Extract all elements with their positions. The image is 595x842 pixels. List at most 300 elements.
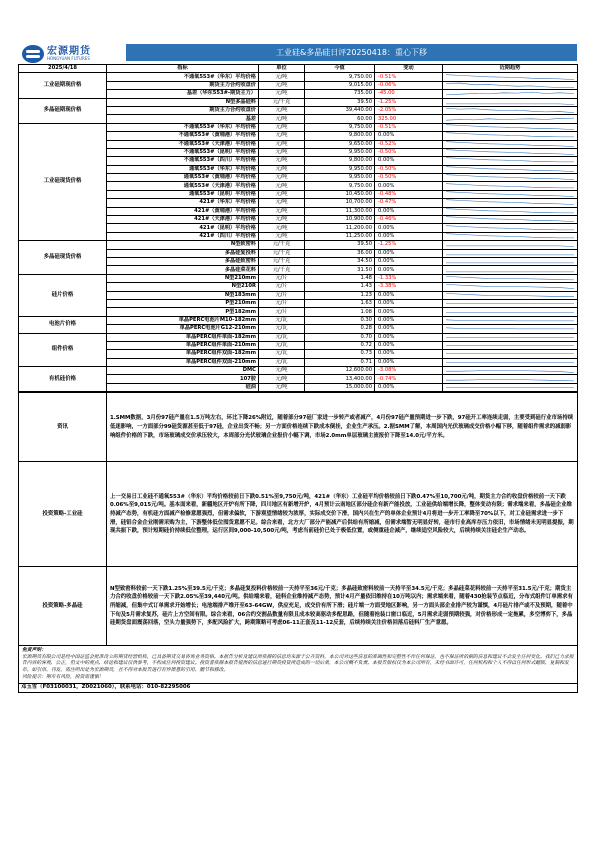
indicator-name: 单晶PERC组件双面-210mm <box>107 358 259 366</box>
indicator-name: 421#（天津港）平均价格 <box>107 216 259 224</box>
sparkline-chart <box>446 267 574 274</box>
sparkline-series <box>446 285 574 289</box>
unit-cell: 元/吨 <box>259 140 305 148</box>
news-label: 资讯 <box>19 393 107 462</box>
sparkline-series <box>446 83 574 88</box>
sparkline-series <box>446 183 574 187</box>
table-row <box>19 241 578 249</box>
unit-cell: 元/吨 <box>259 73 305 81</box>
sparkline <box>443 81 578 89</box>
category-label: 组件价格 <box>19 333 107 367</box>
sparkline <box>443 266 578 274</box>
sparkline <box>443 350 578 358</box>
change-cell: -0.51% <box>375 73 443 81</box>
unit-cell: 元/千克 <box>259 249 305 257</box>
header-change: 变动 <box>375 65 443 73</box>
unit-cell: 元/千克 <box>259 266 305 274</box>
disclaimer-title: 免责声明： <box>22 648 46 654</box>
value-cell: 9,800.00 <box>305 157 375 165</box>
disclaimer-row <box>19 646 578 684</box>
sparkline-series <box>446 276 574 280</box>
change-cell: -0.50% <box>375 174 443 182</box>
sparkline-chart <box>446 350 574 357</box>
header-date: 2025/4/18 <box>19 65 107 73</box>
sparkline <box>443 341 578 349</box>
unit-cell: 元/吨 <box>259 123 305 131</box>
change-cell: 0.00% <box>375 358 443 366</box>
sparkline-chart <box>446 132 574 139</box>
sparkline-chart <box>446 292 574 299</box>
unit-cell: 元/吨 <box>259 90 305 98</box>
unit-cell: 元/吨 <box>259 157 305 165</box>
sparkline-chart <box>446 74 574 81</box>
value-cell: 10,700.00 <box>305 199 375 207</box>
sparkline <box>443 207 578 215</box>
indicator-name: 基差（华东553#-期货主力） <box>107 90 259 98</box>
sparkline-chart <box>446 191 574 198</box>
unit-cell: 元/吨 <box>259 148 305 156</box>
unit-cell: 元/吨 <box>259 190 305 198</box>
risk-warning: 风险提示：期市有风险，投资需谨慎！ <box>22 674 104 680</box>
indicator-name: 不通氧553#（华东）平均价格 <box>107 73 259 81</box>
strategy-si-label: 投资策略-工业硅 <box>19 462 107 567</box>
value-cell: 9,750.00 <box>305 73 375 81</box>
disclaimer-text: 宏源期货有限公司是经中国证监会批准设立的期货经营机构，已具备期货交易咨询业务资格。本报告分析及建议所依据的信息均来源于公开资料，本公司对这些信息的准确性和完整性不作任何保证，也不保证所依据的信息和建议不会发生任何变化。我们已力求报告内容的客观、公正，但文中的观点、结论和建议仅供参考，不构成任何投资建议。投资者依据本报告提供的信息进行期货投资所造成的一切后果，本公司概不负责。本报告版权仅为本公司所有，未经书面许可，任何机构和个人不得以任何形式翻版、复制和发布。如引用、刊发，需注明出处为宏源期货，且不得对本报告进行有悖原意的引用、删节和修改。 <box>22 654 574 674</box>
sparkline-chart <box>446 258 574 265</box>
indicator-name: 421#（昆明）平均价格 <box>107 224 259 232</box>
sparkline <box>443 157 578 165</box>
sparkline-series <box>446 328 574 329</box>
sparkline-chart <box>446 149 574 156</box>
value-cell: 1.08 <box>305 308 375 316</box>
strategy-ps-label: 投资策略-多晶硅 <box>19 567 107 646</box>
sparkline-chart <box>446 183 574 190</box>
change-cell: 0.00% <box>375 316 443 324</box>
change-cell: 0.00% <box>375 182 443 190</box>
sparkline-chart <box>446 250 574 257</box>
sparkline-chart <box>446 141 574 148</box>
value-cell: 10,900.00 <box>305 216 375 224</box>
sparkline-chart <box>446 166 574 173</box>
sparkline-chart <box>446 216 574 223</box>
value-cell: 0.28 <box>305 325 375 333</box>
indicator-name: 421#（黄埔港）平均价格 <box>107 207 259 215</box>
indicator-name: P型210mm <box>107 299 259 307</box>
value-cell: 11,200.00 <box>305 224 375 232</box>
indicator-name: 硅油 <box>107 383 259 391</box>
sparkline <box>443 224 578 232</box>
sparkline-series <box>446 379 574 380</box>
change-cell: -1.25% <box>375 241 443 249</box>
sparkline <box>443 325 578 333</box>
sparkline <box>443 358 578 366</box>
table-row <box>19 274 578 282</box>
value-cell: 11,250.00 <box>305 232 375 240</box>
indicator-name: 单晶PERC电池片M10-182mm <box>107 316 259 324</box>
table-body <box>19 73 578 392</box>
value-cell: 9,015.00 <box>305 81 375 89</box>
news-text: 1.SMM数据，3月份97硅产量在1.5万吨左右，环比下降26%附近，随着部分97硅厂家进一步转产或者减产，4月份97硅产量预期进一步下跌，97硅开工率连续走弱，主要受到硅行业市场持续低迷影响，一方面部分99硅货源甚至低于97硅，企业出货不畅；另一方面价格连续下跌成本倒挂，企业生产承压。2.据SMM了解，本周国内光伏玻璃成交价格小幅下移，随着组件需求的减弱影响组件价格的下跌，市场玻璃成交价承压较大，本周部分光伏玻璃企业报价小幅下调，市场2.0mm单层玻璃主流报价下降至14.0元/平方米。 <box>107 393 578 462</box>
change-cell: 0.00% <box>375 266 443 274</box>
sparkline <box>443 199 578 207</box>
value-cell: 0.73 <box>305 350 375 358</box>
value-cell: 9,950.00 <box>305 148 375 156</box>
sparkline-series <box>446 200 574 205</box>
indicator-name: 单晶PERC组件双面-182mm <box>107 350 259 358</box>
unit-cell: 元/吨 <box>259 216 305 224</box>
sparkline-chart <box>446 309 574 316</box>
change-cell: 0.00% <box>375 157 443 165</box>
sparkline-chart <box>446 359 574 366</box>
sparkline <box>443 73 578 81</box>
sparkline-chart <box>446 157 574 164</box>
category-label: 多晶硅期现价格 <box>19 98 107 123</box>
sparkline-series <box>446 225 574 229</box>
change-cell: 0.00% <box>375 132 443 140</box>
strategy-si-text: 上一交易日工业硅不通氧553#（华东）平均价格较前日下跌0.51%至9,750元/吨，421#（华东）工业硅平均价格较前日下跌0.47%至10,700元/吨，期货主力合约收盘价格较前一天下跌0.06%至9,015元/吨。基本面来看，新疆地区开炉有所下降，四川地区有新增开炉，4月预计云南地区部分硅企有新产能投放，工业硅供给端增长降，整体变动有限；需求端来看，多晶硅企业维持减产态势，有机硅方面减产检修意愿强烈，但需求偏软，下游观望情绪较为浓厚，实际成交价下滑，国内兴在生产的单体企业预计4月将进一步开工率降至70%以下，对工业硅需求进一步下滑，硅铝合金企业刚需采购为主，下游整体低位囤货意愿不足。综合来看，北方大厂部分产能减产后供给有所缩减，但需求端暂无明显好转，硅市行业高库存压力依旧，市场情绪未见明显提振，期现共振下跌，预计短期硅价持续低位整理，运行区间9,000-10,500元/吨，考虑当前硅价已处于极低位置，或侧重硅企减产，继续追空风险较大，后续持续关注硅企生产动态。 <box>107 462 578 567</box>
sparkline-chart <box>446 82 574 89</box>
sparkline-series <box>446 141 574 146</box>
indicator-name: N型多晶硅料 <box>107 98 259 106</box>
value-cell: 1.48 <box>305 274 375 282</box>
sparkline-series <box>446 209 574 213</box>
value-cell: 0.30 <box>305 316 375 324</box>
unit-cell: 元/吨 <box>259 132 305 140</box>
header-unit: 单位 <box>259 65 305 73</box>
change-cell: 0.00% <box>375 224 443 232</box>
sparkline-chart <box>446 208 574 215</box>
change-cell: 0.00% <box>375 249 443 257</box>
sparkline <box>443 241 578 249</box>
value-cell: 31.50 <box>305 266 375 274</box>
indicator-name: 不通氧553#（昆明）平均价格 <box>107 148 259 156</box>
sparkline-chart <box>446 124 574 131</box>
unit-cell: 元/吨 <box>259 81 305 89</box>
indicator-name: 通氧553#（华东）平均价格 <box>107 165 259 173</box>
company-logo <box>22 44 112 64</box>
unit-cell: 元/吨 <box>259 174 305 182</box>
change-cell: -1.25% <box>375 98 443 106</box>
value-cell: 60.00 <box>305 115 375 123</box>
indicator-name: 多晶硅菜花料 <box>107 266 259 274</box>
change-cell: 0.00% <box>375 257 443 265</box>
indicator-name: 通氧553#（昆明）平均价格 <box>107 190 259 198</box>
unit-cell: 元/吨 <box>259 383 305 391</box>
value-cell: 15,000.00 <box>305 383 375 391</box>
indicator-name: 107胶 <box>107 375 259 383</box>
report-body <box>18 64 577 693</box>
logo-icon <box>22 45 44 63</box>
sparkline-series <box>446 92 574 95</box>
value-cell: 9,750.00 <box>305 182 375 190</box>
sparkline <box>443 274 578 282</box>
sparkline <box>443 106 578 114</box>
strategy-ps-row <box>19 567 578 646</box>
table-header-row <box>19 65 578 73</box>
indicator-name: 单晶PERC电池片G12-210mm <box>107 325 259 333</box>
change-cell: 0.00% <box>375 325 443 333</box>
indicator-name: N型210mm <box>107 274 259 282</box>
indicator-name: 不通氧553#（天津港）平均价格 <box>107 140 259 148</box>
table-row <box>19 123 578 131</box>
logo-en: HONGYUAN FUTURES <box>47 56 90 61</box>
sparkline <box>443 291 578 299</box>
unit-cell: 元/瓦 <box>259 333 305 341</box>
indicator-name: 基差 <box>107 115 259 123</box>
sparkline <box>443 90 578 98</box>
table-row <box>19 73 578 81</box>
sparkline-chart <box>446 334 574 341</box>
disclaimer <box>19 646 578 684</box>
value-cell: 11,300.00 <box>305 207 375 215</box>
sparkline-chart <box>446 283 574 290</box>
indicator-name: 不通氧553#（黄埔港）平均价格 <box>107 132 259 140</box>
sparkline-chart <box>446 367 574 374</box>
news-row <box>19 393 578 462</box>
change-cell: -3.38% <box>375 283 443 291</box>
sparkline-series <box>446 320 574 321</box>
value-cell: 0.71 <box>305 358 375 366</box>
value-cell: 39.50 <box>305 98 375 106</box>
indicator-name: 单晶PERC组件单面-210mm <box>107 341 259 349</box>
value-cell: 12,600.00 <box>305 367 375 375</box>
sparkline-chart <box>446 325 574 332</box>
sparkline <box>443 375 578 383</box>
indicator-name: 不通氧553#（华东）平均价格 <box>107 123 259 131</box>
value-cell: 9,950.00 <box>305 165 375 173</box>
sparkline <box>443 190 578 198</box>
value-cell: 1.23 <box>305 291 375 299</box>
report-title: 工业硅&多晶硅日评20250418：重心下移 <box>126 44 577 61</box>
category-label: 有机硅价格 <box>19 367 107 392</box>
unit-cell: 元/吨 <box>259 165 305 173</box>
price-table <box>18 64 578 392</box>
sparkline <box>443 165 578 173</box>
sparkline-series <box>446 104 574 105</box>
sparkline-chart <box>446 300 574 307</box>
unit-cell: 元/瓦 <box>259 341 305 349</box>
unit-cell: 元/吨 <box>259 232 305 240</box>
sparkline-series <box>446 167 574 172</box>
sparkline-chart <box>446 99 574 106</box>
value-cell: 36.00 <box>305 249 375 257</box>
sparkline-series <box>446 74 574 79</box>
sparkline <box>443 216 578 224</box>
sparkline-chart <box>446 275 574 282</box>
unit-cell: 元/吨 <box>259 182 305 190</box>
change-cell: 0.00% <box>375 291 443 299</box>
value-cell: 34.50 <box>305 257 375 265</box>
sparkline-chart <box>446 116 574 123</box>
sparkline <box>443 232 578 240</box>
change-cell: -0.47% <box>375 199 443 207</box>
change-cell: 0.00% <box>375 232 443 240</box>
sparkline <box>443 308 578 316</box>
sparkline <box>443 283 578 291</box>
sparkline-series <box>446 217 574 222</box>
value-cell: 0.70 <box>305 333 375 341</box>
change-cell: -0.46% <box>375 216 443 224</box>
value-cell: 1.63 <box>305 299 375 307</box>
sparkline-chart <box>446 174 574 181</box>
change-cell: -3.08% <box>375 367 443 375</box>
analyst-info: 邓玉雪（F03100031，Z0021060），联系电话：010-82295006 <box>19 684 578 692</box>
table-row <box>19 316 578 324</box>
change-cell: -0.74% <box>375 375 443 383</box>
commentary-table <box>18 392 578 692</box>
indicator-name: 期货主力合约收盘价 <box>107 81 259 89</box>
change-cell: 325.00 <box>375 115 443 123</box>
category-label: 多晶硅现货价格 <box>19 241 107 275</box>
sparkline <box>443 148 578 156</box>
change-cell: -0.50% <box>375 165 443 173</box>
unit-cell: 元/吨 <box>259 367 305 375</box>
indicator-name: P型182mm <box>107 308 259 316</box>
change-cell: -0.48% <box>375 190 443 198</box>
sparkline-chart <box>446 233 574 240</box>
sparkline-chart <box>446 384 574 391</box>
unit-cell: 元/吨 <box>259 115 305 123</box>
sparkline <box>443 383 578 391</box>
indicator-name: 多晶硅复投料 <box>107 249 259 257</box>
change-cell: -0.52% <box>375 140 443 148</box>
unit-cell: 元/吨 <box>259 199 305 207</box>
change-cell: -0.51% <box>375 123 443 131</box>
sparkline <box>443 174 578 182</box>
sparkline <box>443 132 578 140</box>
logo-cn: 宏源期货 <box>47 46 91 57</box>
sparkline <box>443 333 578 341</box>
indicator-name: 421#（华东）平均价格 <box>107 199 259 207</box>
indicator-name: 通氧553#（天津港）平均价格 <box>107 182 259 190</box>
unit-cell: 元/瓦 <box>259 350 305 358</box>
sparkline-chart <box>446 90 574 97</box>
value-cell: 10,450.00 <box>305 190 375 198</box>
table-row <box>19 98 578 106</box>
sparkline-series <box>446 118 574 120</box>
indicator-name: 421#（四川）平均价格 <box>107 232 259 240</box>
sparkline-series <box>446 150 574 155</box>
change-cell: 0.00% <box>375 383 443 391</box>
sparkline-series <box>446 192 574 197</box>
indicator-name: N型183mm <box>107 291 259 299</box>
unit-cell: 元/千克 <box>259 98 305 106</box>
unit-cell: 元/片 <box>259 291 305 299</box>
category-label: 电池片价格 <box>19 316 107 333</box>
sparkline-chart <box>446 107 574 114</box>
value-cell: 9,750.00 <box>305 123 375 131</box>
unit-cell: 元/千克 <box>259 257 305 265</box>
sparkline-chart <box>446 342 574 349</box>
header-indicator: 指标 <box>107 65 259 73</box>
sparkline <box>443 123 578 131</box>
unit-cell: 元/瓦 <box>259 358 305 366</box>
indicator-name: 期货主力合约收盘价 <box>107 106 259 114</box>
change-cell: 0.00% <box>375 341 443 349</box>
sparkline <box>443 98 578 106</box>
unit-cell: 元/片 <box>259 299 305 307</box>
unit-cell: 元/瓦 <box>259 316 305 324</box>
sparkline-series <box>446 371 574 373</box>
sparkline-chart <box>446 241 574 248</box>
change-cell: -1.33% <box>375 274 443 282</box>
category-label: 硅片价格 <box>19 274 107 316</box>
sparkline <box>443 316 578 324</box>
change-cell: -0.50% <box>375 148 443 156</box>
value-cell: 735.00 <box>305 90 375 98</box>
category-label: 工业硅现货价格 <box>19 123 107 240</box>
change-cell: 0.00% <box>375 333 443 341</box>
change-cell: 0.00% <box>375 350 443 358</box>
sparkline-chart <box>446 199 574 206</box>
footer-row <box>19 684 578 692</box>
sparkline-chart <box>446 317 574 324</box>
unit-cell: 元/片 <box>259 308 305 316</box>
sparkline-chart <box>446 225 574 232</box>
sparkline <box>443 367 578 375</box>
header-value: 今值 <box>305 65 375 73</box>
indicator-name: 通氧553#（黄埔港）平均价格 <box>107 174 259 182</box>
sparkline-series <box>446 246 574 247</box>
value-cell: 39,440.00 <box>305 106 375 114</box>
category-label: 工业硅期现价格 <box>19 73 107 98</box>
indicator-name: 多晶硅致密料 <box>107 257 259 265</box>
unit-cell: 元/吨 <box>259 375 305 383</box>
unit-cell: 元/片 <box>259 274 305 282</box>
unit-cell: 元/吨 <box>259 207 305 215</box>
value-cell: 13,400.00 <box>305 375 375 383</box>
value-cell: 9,650.00 <box>305 140 375 148</box>
sparkline <box>443 115 578 123</box>
indicator-name: DMC <box>107 367 259 375</box>
sparkline <box>443 249 578 257</box>
sparkline-series <box>446 175 574 180</box>
sparkline-series <box>446 293 574 296</box>
value-cell: 0.72 <box>305 341 375 349</box>
unit-cell: 元/瓦 <box>259 325 305 333</box>
unit-cell: 元/吨 <box>259 224 305 232</box>
value-cell: 9,800.00 <box>305 132 375 140</box>
sparkline <box>443 257 578 265</box>
value-cell: 1.43 <box>305 283 375 291</box>
strategy-ps-text: N型致密料较前一天下跌1.25%至39.5元/千克；多晶硅复投料价格较前一天持平至36元/千克；多晶硅致密料较前一天持平至34.5元/千克；多晶硅菜花料较前一天持平至31.5元/千克；期货主力合约收盘价格较前一天下跌2.05%至39,440元/吨。供给端来看，硅料企业维持减产态势，预计4月产量依旧维持在10万吨以内；需求端来看，随着430抢装节点临近，分布式组件订单需求有所缩减，但集中式订单需求开始增长；电池端排产维开至63-64GW，供应充足，成交价有所下滑；硅片端一方面受地区影响，另一方面头部企业排产较为谨慎，4月硅片排产或不及预期，随着中下旬及5月需求复苏，硅片上方空间有限。综合来看，06合约交割品数量有限且成本较高驱动多配思路，但随着抢装口窗口临近，5月需求走弱预期较强，对价格形成一定拖累，多空博弈下，多晶硅期货盘面震荡回落，空头力量强势下，多配风险扩大，跨期策略可考虑06-11正套及11-12反套，后续持续关注价格回落后硅料厂生产意愿。 <box>107 567 578 646</box>
sparkline-series <box>446 234 574 238</box>
change-cell: 0.00% <box>375 308 443 316</box>
sparkline-series <box>446 125 574 130</box>
sparkline-series <box>446 133 574 137</box>
indicator-name: 不通氧553#（四川）平均价格 <box>107 157 259 165</box>
change-cell: -0.06% <box>375 81 443 89</box>
value-cell: 39.50 <box>305 241 375 249</box>
indicator-name: 单晶PERC组件单面-182mm <box>107 333 259 341</box>
change-cell: -2.05% <box>375 106 443 114</box>
sparkline <box>443 299 578 307</box>
sparkline <box>443 182 578 190</box>
unit-cell: 元/千克 <box>259 241 305 249</box>
change-cell: 0.00% <box>375 207 443 215</box>
strategy-si-row <box>19 462 578 567</box>
table-row <box>19 333 578 341</box>
indicator-name: N型致密料 <box>107 241 259 249</box>
sparkline-chart <box>446 376 574 383</box>
indicator-name: N型210R <box>107 283 259 291</box>
sparkline-series <box>446 109 574 113</box>
header-trend: 近期趋势 <box>443 65 578 73</box>
value-cell: 9,950.00 <box>305 174 375 182</box>
sparkline <box>443 140 578 148</box>
unit-cell: 元/片 <box>259 283 305 291</box>
change-cell: 0.00% <box>375 299 443 307</box>
